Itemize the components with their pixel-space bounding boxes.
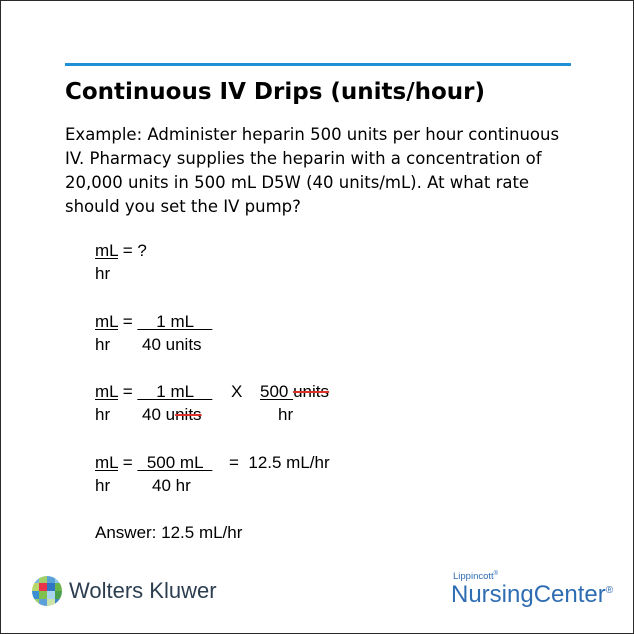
step1-denominator-row [95,264,110,284]
step3-num2-value: 500 [260,382,294,401]
nursingcenter-reg-mark: ® [605,585,614,596]
step2-rhs-num: 1 mL [137,312,213,331]
accent-rule [65,63,571,66]
example-line-2: IV. Pharmacy supplies the heparin with a concentration of [65,149,542,168]
step1-lhs-den: hr [95,264,111,283]
step4-lhs-den: hr [95,476,111,495]
answer-text: Answer: 12.5 mL/hr [95,523,243,542]
step2-numerator-row [95,312,212,332]
step2-rhs-den: 40 units [142,335,202,354]
step3-den1-a: 40 u [142,405,176,424]
step3-den1-units-cancelled: nits [175,405,202,424]
step3-num2 [260,382,329,402]
page-title: Continuous IV Drips (units/hour) [65,79,486,105]
wolters-kluwer-wordmark: Wolters Kluwer [69,578,217,603]
example-line-4: should you set the IV pump? [65,197,301,216]
example-paragraph [65,123,585,219]
step3-den2: hr [278,405,294,424]
step4-rhs-den: 40 hr [152,476,191,495]
step3-num2-units-cancelled: units [293,382,330,401]
example-line-3: 20,000 units in 500 mL D5W (40 units/mL). At what rate [65,173,530,192]
nursingcenter-text: NursingCenter [451,581,606,608]
nursingcenter-wordmark [451,581,613,609]
step1-numerator-row [95,241,147,261]
step1-lhs-num: mL [95,241,118,260]
step3-times: X [231,382,243,401]
step4-eq: = [118,453,138,472]
step2-eq: = [118,312,138,331]
step3-numerator-row [95,382,212,402]
example-line-1: Example: Administer heparin 500 units per hour continuous [65,125,560,144]
step4-numerator-row [95,453,212,473]
step2-denominator-row [95,335,110,355]
step3-lhs-num: mL [95,382,118,401]
step1-eq: = ? [118,241,147,260]
lippincott-reg-mark: ® [493,571,499,577]
step4-result: = 12.5 mL/hr [229,453,330,472]
step3-rhs-num: 1 mL [137,382,213,401]
step4-rhs-num: 500 mL [137,453,213,472]
step3-lhs-den: hr [95,405,111,424]
step3-eq: = [118,382,138,401]
step2-lhs-num: mL [95,312,118,331]
lippincott-text: Lippincott [453,571,494,583]
wolters-kluwer-logo-icon [31,575,63,607]
step3-den1 [142,405,202,425]
step2-lhs-den: hr [95,335,111,354]
step4-lhs-num: mL [95,453,118,472]
